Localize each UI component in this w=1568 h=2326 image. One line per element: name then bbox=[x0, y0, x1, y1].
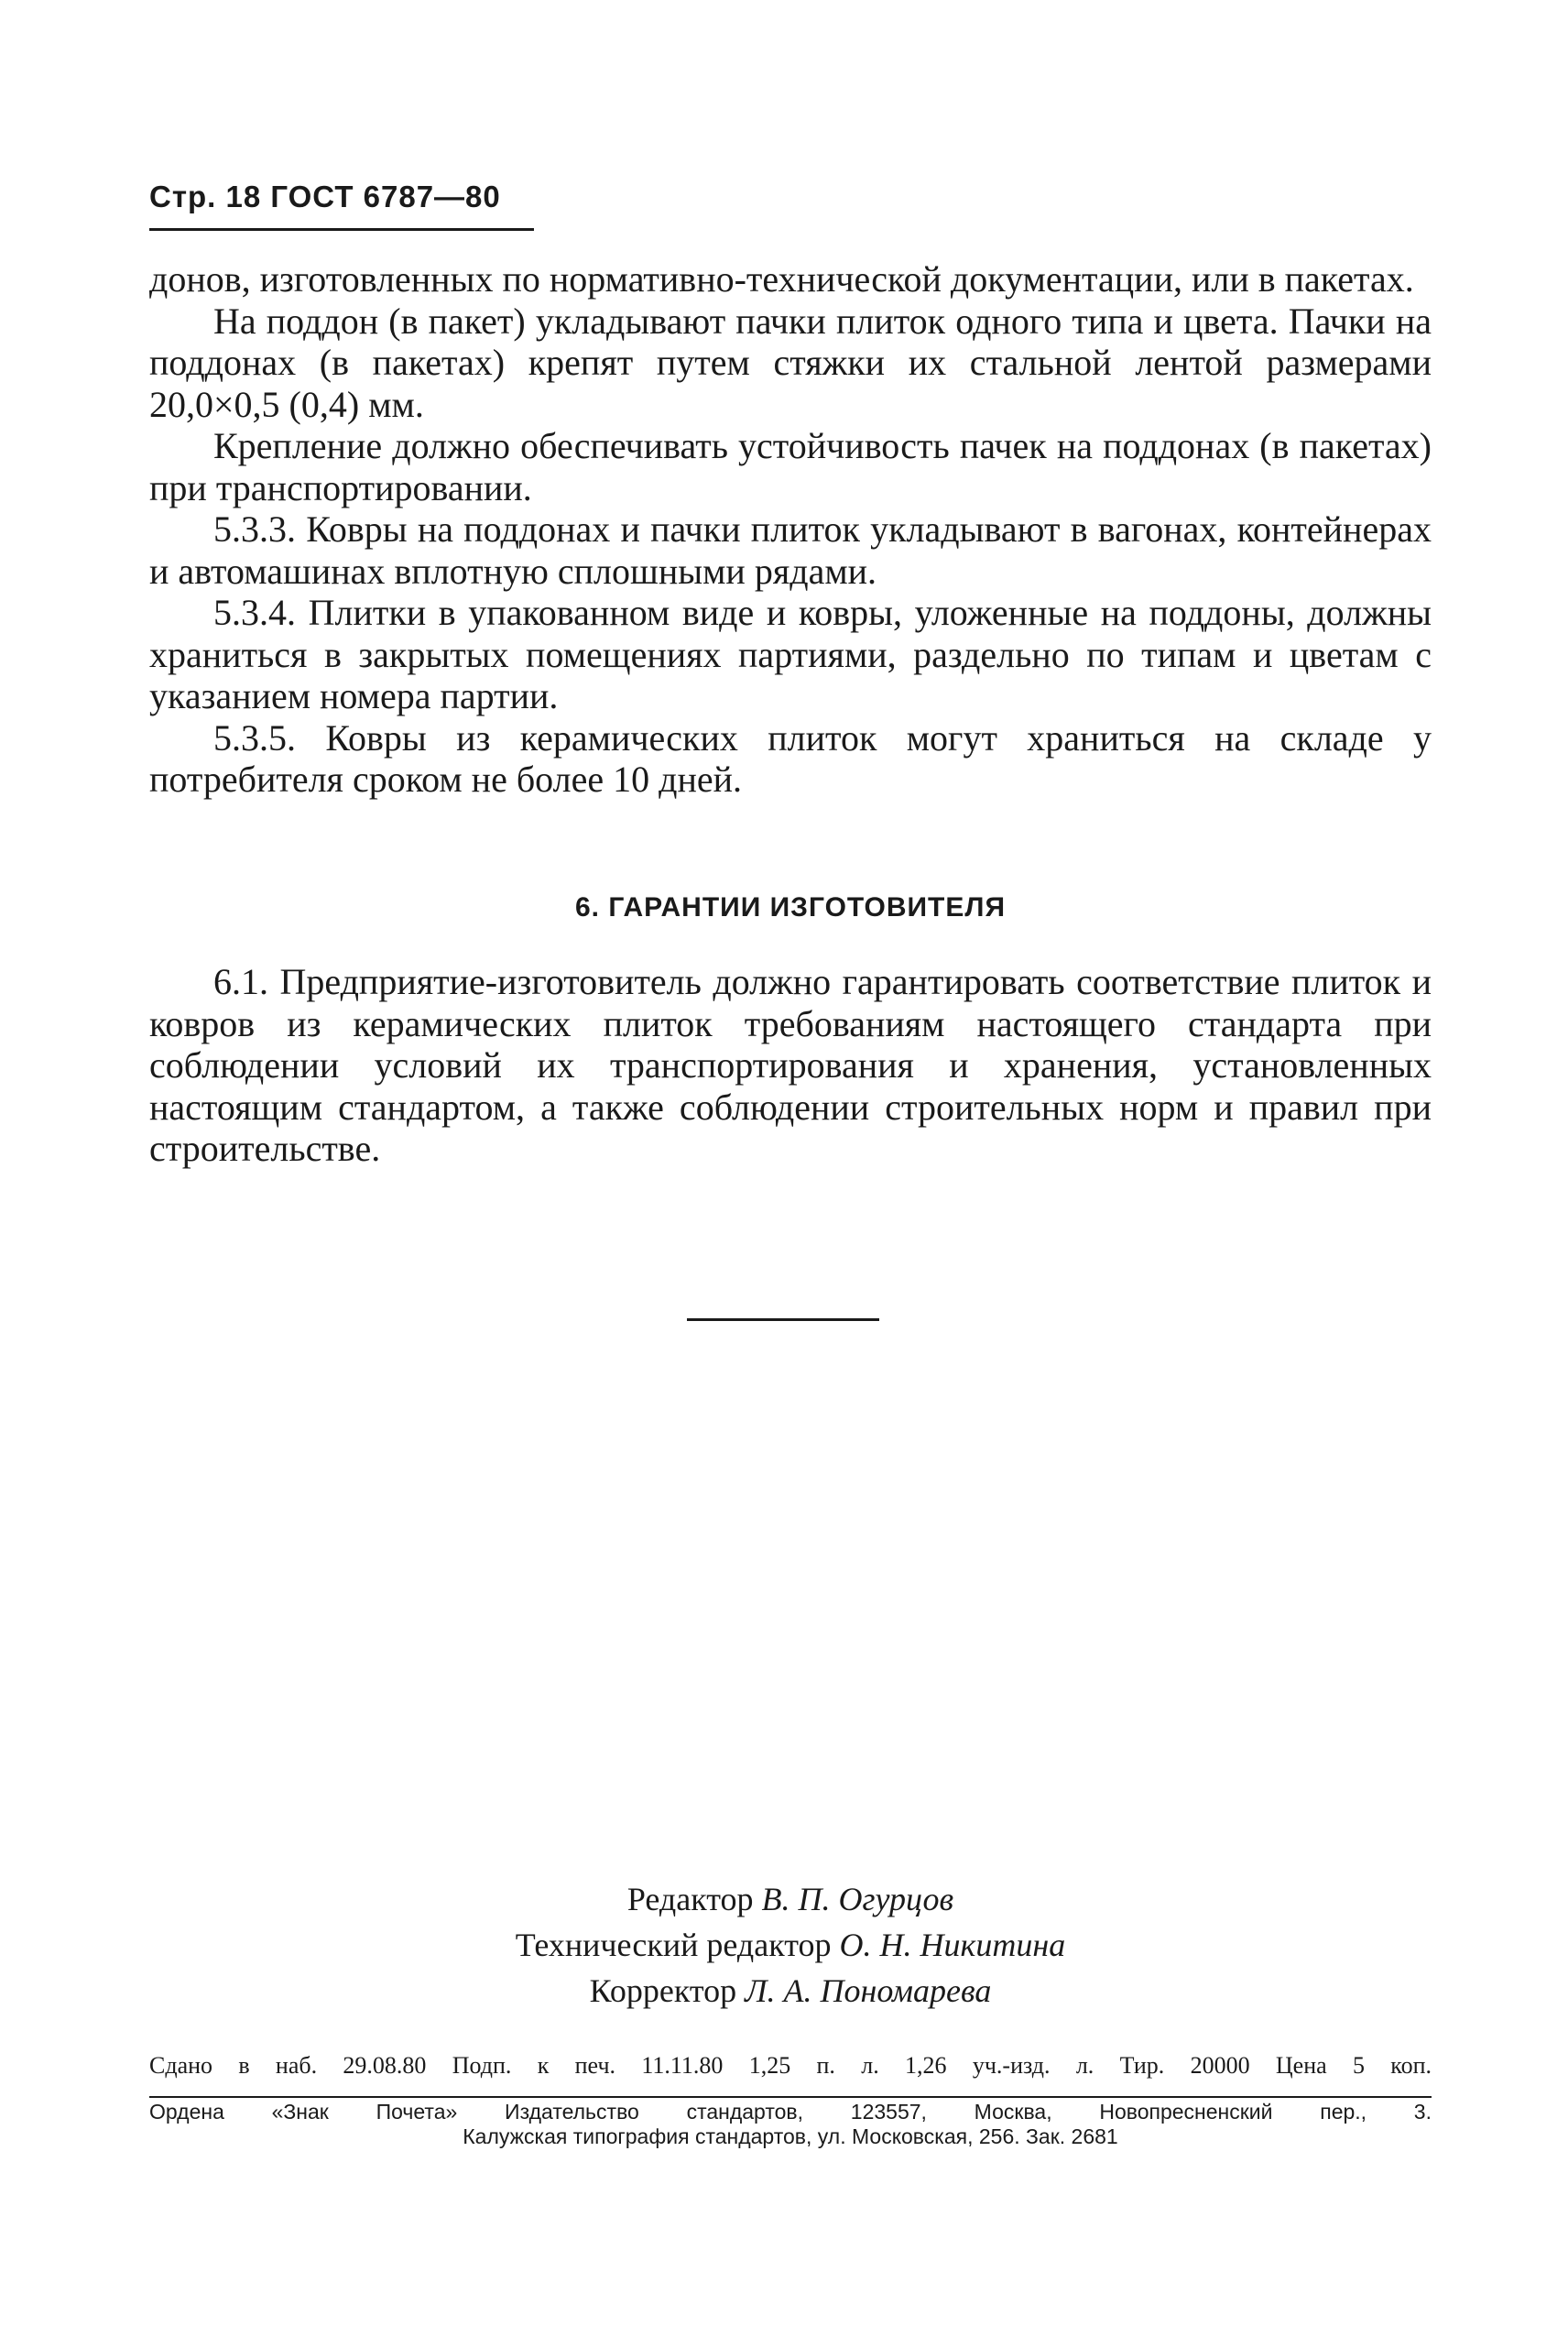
credit-editor-name: В. П. Огурцов bbox=[761, 1881, 954, 1917]
credits-block bbox=[149, 1876, 1432, 2014]
paragraph-fastening: Крепление должно обеспечивать устойчивость пачек на поддонах (в пакетах) при транспортировании. bbox=[149, 425, 1432, 508]
paragraph-5-3-5: 5.3.5. Ковры из керамических плиток могут храниться на складе у потребителя сроком не более 10 дней. bbox=[149, 716, 1432, 800]
credit-editor bbox=[149, 1876, 1432, 1922]
credit-proofreader-name: Л. А. Пономарева bbox=[745, 1972, 992, 2009]
paragraph-5-3-4: 5.3.4. Плитки в упакованном виде и ковры, уложенные на поддоны, должны храниться в закрытых помещениях партиями, раздельно по типам и цветам с указанием номера партии. bbox=[149, 592, 1432, 716]
body-text bbox=[149, 258, 1432, 801]
credit-proofreader bbox=[149, 1968, 1432, 2014]
credit-tech-editor-role: Технический редактор bbox=[515, 1927, 832, 1963]
imprint-printing-house-line: Калужская типография стандартов, ул. Московская, 256. Зак. 2681 bbox=[463, 2124, 1118, 2148]
imprint-rule bbox=[149, 2096, 1432, 2098]
paragraph-6-1: 6.1. Предприятие-изготовитель должно гарантировать соответствие плиток и ковров из керамических плиток требованиям настоящего стандарта при соблюдении условий их транспортирования и хранения, установленных настоящим стандартом, а также соблюдении строительных норм и правил при строительстве. bbox=[149, 961, 1432, 1169]
end-of-text-rule bbox=[687, 1318, 879, 1321]
section-6-text bbox=[149, 961, 1432, 1170]
paragraph-continuation: донов, изготовленных по нормативно-технической документации, или в пакетах. bbox=[149, 258, 1414, 300]
credit-tech-editor-name: О. Н. Никитина bbox=[839, 1927, 1066, 1963]
section-6-title: 6. ГАРАНТИИ ИЗГОТОВИТЕЛЯ bbox=[574, 892, 1006, 923]
credit-proofreader-role: Корректор bbox=[589, 1972, 737, 2009]
imprint-print-details: Сдано в наб. 29.08.80 Подп. к печ. 11.11.80 1,25 п. л. 1,26 уч.-изд. л. Тир. 20000 Цена 5 коп. bbox=[149, 2052, 1432, 2079]
credit-tech-editor bbox=[149, 1922, 1432, 1968]
paragraph-pallet-packing: На поддон (в пакет) укладывают пачки плиток одного типа и цвета. Пачки на поддонах (в пакетах) крепят путем стяжки их стальной лентой размерами 20,0×0,5 (0,4) мм. bbox=[149, 300, 1432, 425]
header-rule bbox=[149, 228, 534, 231]
imprint-publisher bbox=[149, 2100, 1432, 2149]
imprint-publisher-line: Ордена «Знак Почета» Издательство стандартов, 123557, Москва, Новопресненский пер., 3. bbox=[149, 2100, 1432, 2124]
credit-editor-role: Редактор bbox=[626, 1881, 754, 1917]
paragraph-5-3-3: 5.3.3. Ковры на поддонах и пачки плиток укладывают в вагонах, контейнерах и автомашинах вплотную сплошными рядами. bbox=[149, 508, 1432, 592]
running-head: Стр. 18 ГОСТ 6787—80 bbox=[149, 180, 501, 213]
